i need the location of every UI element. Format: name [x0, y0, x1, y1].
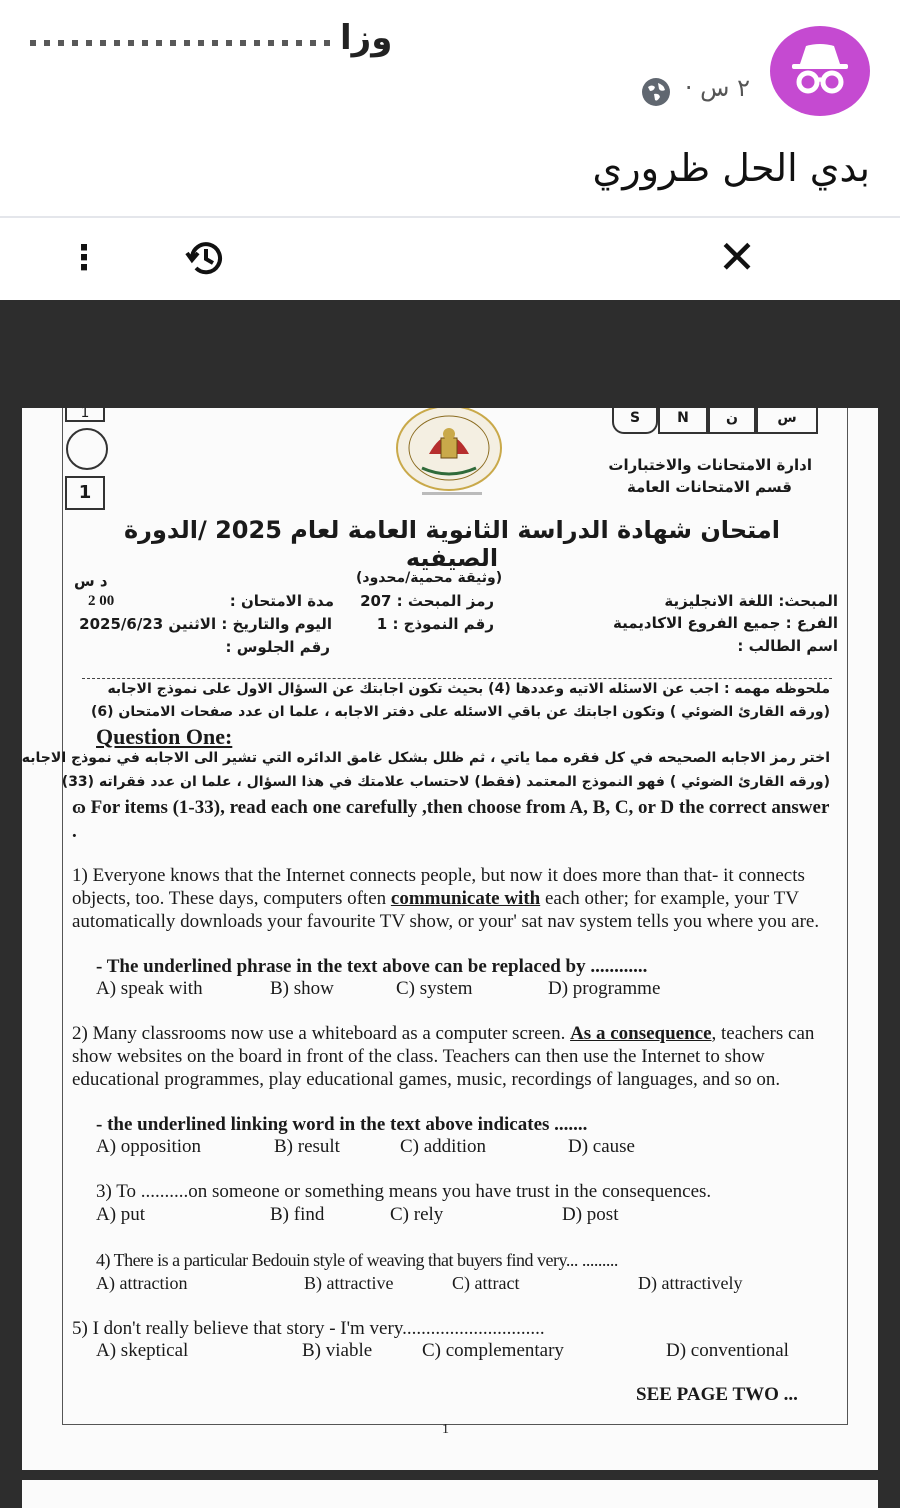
important-note-line-2: (ورقه القارئ الضوئي ) وتكون اجابتك عن باقي الاسئله على دفتر الاجابه ، علما ان عدد صفحات الامتحان (6) [90, 704, 830, 720]
item-1-option-b: B) show [270, 978, 334, 999]
arabic-instruction-line-1: اختر رمز الاجابه الصحيحه في كل فقره مما ياتي ، ثم ظلل بشكل غامق الدائره التي تشير الى الاجابه في نموذج الاجابه [22, 750, 830, 766]
section-name: قسم الامتحانات العامة [626, 478, 792, 496]
model-code: رقم النموذج : 1 [376, 615, 494, 633]
post-header [0, 0, 900, 216]
more-options-icon[interactable]: ⋮ [67, 238, 101, 278]
item-1-passage: 1) Everyone knows that the Internet connects people, but now it does more than that- it connects objects, too. These days, computers often communicate with each other; for example, your TV automatically downloads your favourite TV show, or your' sat nav system tells you where you are. [72, 865, 820, 932]
underlined-linking-word: As a consequence [570, 1023, 712, 1044]
post-timestamp: ٢ س · [684, 74, 750, 102]
department-name: ادارة الامتحانات والاختبارات [608, 456, 812, 474]
item-5-option-a: A) skeptical [96, 1340, 189, 1361]
item-1-stem: - The underlined phrase in the text above can be replaced by ............ [96, 956, 648, 977]
incognito-avatar[interactable] [770, 26, 870, 116]
item-1-option-d: D) programme [548, 978, 661, 999]
history-icon[interactable] [184, 236, 228, 280]
see-page-two-note: SEE PAGE TWO ... [636, 1384, 798, 1405]
item-4-option-b: B) attractive [304, 1273, 394, 1293]
jordan-emblem-logo [394, 408, 504, 496]
underlined-phrase: communicate with [390, 888, 541, 909]
globe-icon [642, 78, 670, 106]
item-5-option-d: D) conventional [666, 1340, 789, 1361]
item-5-option-b: B) viable [302, 1340, 373, 1361]
close-icon[interactable]: ✕ [717, 230, 757, 284]
item-2-option-c: C) addition [400, 1136, 487, 1157]
emblem-caption [422, 492, 482, 495]
cropped-previous-post-text: وزا [0, 18, 470, 58]
stream-box: ن [708, 408, 756, 434]
document-classification: (وثيقة محمية/محدود) [356, 570, 503, 586]
item-3-option-d: D) post [562, 1204, 619, 1225]
exam-date: اليوم والتاريخ : الاثنين 2025/6/23 [79, 615, 332, 633]
item-3-option-b: B) find [270, 1204, 325, 1225]
item-4-option-d: D) attractively [638, 1273, 743, 1293]
item-1-option-c: C) system [396, 978, 473, 999]
item-2-option-d: D) cause [568, 1136, 635, 1157]
exam-duration-label: مدة الامتحان : [229, 592, 334, 610]
item-2-passage: 2) Many classrooms now use a whiteboard as a computer screen. As a consequence, teachers can show websites on the board in front of the class. Teachers can then use the Internet to show educational programmes, play educational games, music, recordings of languages, and so on. [72, 1023, 815, 1090]
model-number-box: 1 [65, 408, 105, 422]
stream-box: S [612, 408, 658, 434]
branch-label: الفرع : جميع الفروع الاكاديمية [612, 614, 838, 632]
item-3-option-a: A) put [96, 1204, 146, 1225]
item-5-option-c: C) complementary [422, 1340, 564, 1361]
next-post-card [22, 1480, 878, 1508]
important-note-line-1: ملحوظه مهمه : اجب عن الاسئله الاتيه وعددها (4) بحيث تكون اجابتك عن السؤال الاول على نموذج الاجابه [107, 681, 830, 697]
viewer-background [0, 300, 900, 408]
divider [82, 678, 832, 679]
question-one-title: Question One: [96, 724, 233, 749]
viewer-toolbar [0, 218, 900, 300]
arabic-instruction-line-2: (ورقه القارئ الضوئي ) فهو النموذج المعتمد (فقط) لاحتساب علامتك في هذا السؤال ، علما ان عدد فقراته (33) [61, 774, 830, 790]
item-4-text: 4) There is a particular Bedouin style of weaving that buyers find very... ......... [96, 1250, 618, 1270]
item-4-option-a: A) attraction [96, 1273, 188, 1293]
incognito-icon [770, 26, 870, 116]
english-instruction: ɷ For items (1-33), read each one carefully ,then choose from A, B, C, or D the correct answer . [72, 797, 830, 842]
item-2-option-b: B) result [274, 1136, 340, 1157]
time-values: 00 2 [88, 593, 115, 609]
stream-box: N [658, 408, 708, 434]
student-name-label: اسم الطالب : [737, 637, 838, 655]
stream-boxes [606, 408, 822, 434]
subject-label: المبحث: اللغة الانجليزية [664, 592, 838, 610]
blank-circle-box [66, 428, 108, 470]
stream-box: س [756, 408, 818, 434]
subject-code: رمز المبحث : 207 [360, 592, 494, 610]
item-2-option-a: A) opposition [96, 1136, 202, 1157]
time-units: د س [74, 572, 108, 590]
item-5-text: 5) I don't really believe that story - I'm very.............................. [72, 1318, 545, 1339]
item-4-option-c: C) attract [452, 1273, 520, 1293]
item-2-stem: - the underlined linking word in the text above indicates ....... [96, 1114, 588, 1135]
exam-title: امتحان شهادة الدراسة الثانوية العامة لعام 2025 /الدورة الصيفيه [123, 516, 780, 572]
page-number: 1 [442, 1422, 449, 1437]
page-number-box: 1 [65, 476, 105, 510]
post-text: بدي الحل ظروري [592, 146, 870, 190]
item-1-option-a: A) speak with [96, 978, 203, 999]
exam-paper-image[interactable] [22, 408, 878, 1470]
seat-number-label: رقم الجلوس : [225, 638, 330, 656]
item-3-option-c: C) rely [390, 1204, 444, 1225]
item-3-text: 3) To ..........on someone or something means you have trust in the consequences. [96, 1181, 712, 1202]
